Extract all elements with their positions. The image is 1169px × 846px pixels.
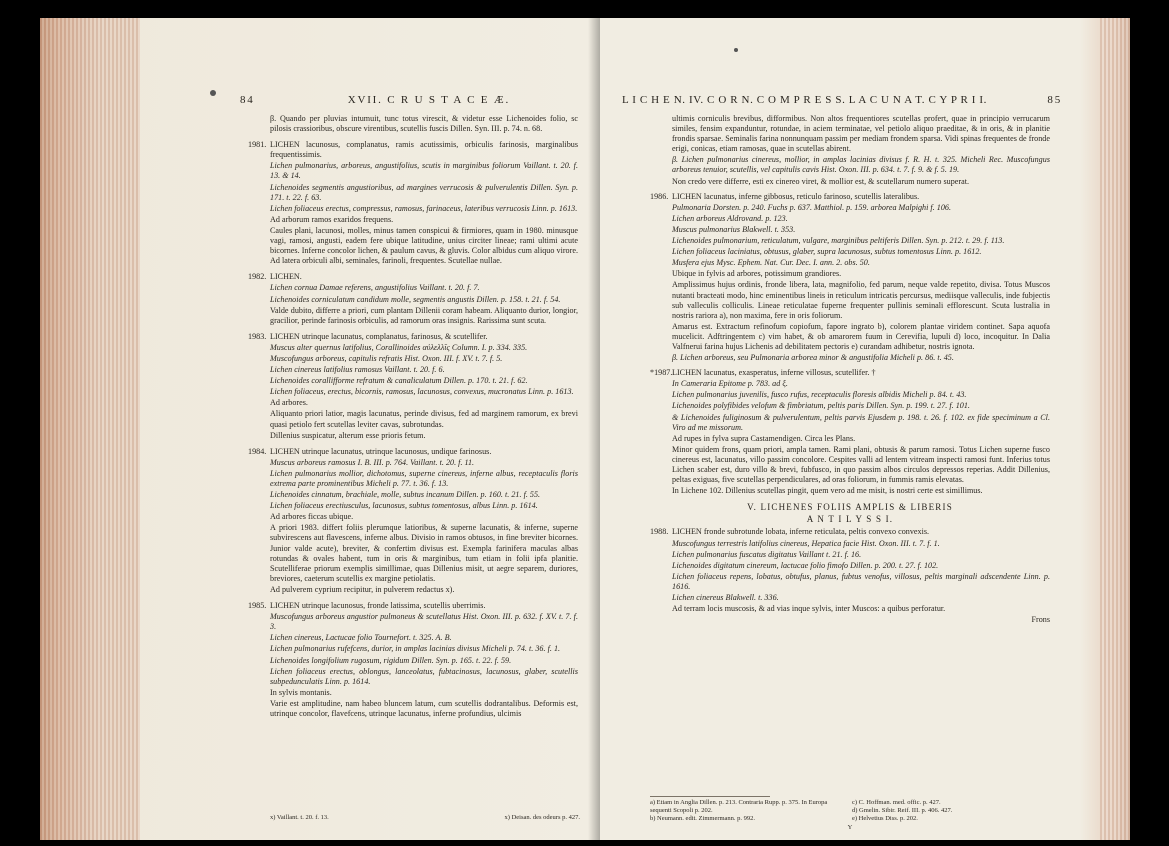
entry-line: Lichen cornua Damae referens, angustifolius Vaillant. t. 20. f. 7. xyxy=(270,283,480,293)
entry-line: Lichenoides cinnatum, brachiale, molle, subtus incanum Dillen. p. 160. t. 21. f. 55. xyxy=(270,490,541,500)
right-column xyxy=(650,114,1050,626)
entry-line: Lichen cinereus Blakwell. t. 336. xyxy=(672,593,779,603)
entry-1986 xyxy=(650,192,1050,364)
variety-paragraph: β. Lichen pulmonarius cinereus, mollior, in amplas lacinias divisus f. R. H. t. 325. Micheli Rec. Muscofungus arboreus tenuior, scutellis, vel capitulis cavis Hist. Oxon. III. p. 634. t. 7. f. 9. & f. 5. 19. xyxy=(672,155,1050,175)
entry-line: Lichenoides corallifforme refratum & canaliculatum Dillen. p. 170. t. 21. f. 62. xyxy=(270,376,528,386)
entry-line: LICHEN utrinque lacunosus, fronde latissima, scutellis uberrimis. xyxy=(270,601,486,611)
entry-line: Lichenoides longifolium rugosum, rigidum Dillen. Syn. p. 165. t. 22. f. 59. xyxy=(270,655,512,665)
entry-number: 1981. xyxy=(248,140,267,150)
entry-line: LICHEN fronde subrotunde lobata, inferne reticulata, peltis convexo convexis. xyxy=(672,527,930,537)
entry-line: Lichen cinereus, Lactucae folio Tournefort. t. 325. A. B. xyxy=(270,633,452,643)
entry-1985 xyxy=(248,601,578,719)
entry-line: Muscofungus arboreus, capitulis refratis Hist. Oxon. III. f. XV. t. 7. f. 5. xyxy=(270,353,503,363)
entry-line: Varie est amplitudine, nam habeo bluncem latum, cum scutellis dodrantalibus. Deformis est, utrinque concolor, flavefcens, utrinque lacunatus, inferne profundius, ulcimis xyxy=(270,698,578,718)
signature-mark: Y xyxy=(847,824,853,831)
continuation-paragraph: ultimis corniculis brevibus, difformibus. Non altos frequentiores scutellas profert, quae in principio verrucarum similes, fensim expanduntur, rotundae, in aciem terminatae, vel petiolo aliquo praeditae, & in oris, & in planitie frondis sparsae. Seminalis farina nonnunquam passim per mediam frondem sparsa. Vidi spinas frequentes de fronde erigi, conicas, etiam ramosas, quae in scutellas abirent. xyxy=(672,114,1050,154)
entry-line: Lichen foliaceus erectiusculus, lacunosus, subtus tomentosus, albus Linn. p. 1614. xyxy=(270,501,538,511)
entry-line: Lichenoides segmentis angustioribus, ad margines verrucosis & pulverulentis Dillen. Syn. p. 171. t. 22. f. 63. xyxy=(270,182,578,202)
left-column xyxy=(248,114,578,720)
ink-spot xyxy=(734,48,738,52)
entry-line: Muscus pulmonarius Blakwell. t. 353. xyxy=(672,224,796,234)
left-running-head xyxy=(240,94,580,106)
entry-line: LICHEN. xyxy=(270,272,302,282)
entry-line: Aliquanto priori latior, magis lacunatus, perinde divisus, fed ad marginem ramorum, ex brevi quasi petiolo fert scutellas leviter cavas, subrotundas. xyxy=(270,409,578,429)
entry-line: LICHEN lacunosus, complanatus, ramis acutissimis, orbiculis farinosis, marginalibus frequentissimis. xyxy=(270,140,578,160)
entry-line: In sylvis montanis. xyxy=(270,687,332,697)
entry-line: Lichen pulmonarius, arboreus, angustifolius, scutis in marginibus foliorum Vaillant. t. 20. f. 13. & 14. xyxy=(270,161,578,181)
entry-number: 1984. xyxy=(248,446,267,456)
left-head-title: XVII. C R U S T A C E Æ. xyxy=(347,94,510,106)
entry-line: Amplissimus hujus ordinis, fronde libera, lata, magnifolio, fed parum, neque valde repetito, divisa. Totus Muscos nutanti bracteati modo, hinc eminentibus lineis in reticulum intricatis percursus, mediisque valleculis, inde fubjectis sub valleculis colliculis. Lineae reticulatae fuperne frequenter pullinis seminali efflorescunt. Scuta lustralia in nostris rariora a), non maxima, fere in oris foliorum. xyxy=(672,280,1050,320)
entry-line: Muscus arboreus ramosus I. B. III. p. 764. Vaillant. t. 20. f. 11. xyxy=(270,457,475,467)
entry-line: Caules plani, lacunosi, molles, minus tamen conspicui & firmiores, quam in 1980. minusque vagi, ramosi, angusti, eadem fere ubique latitudine, unius circiter lineae; rami ultimi acute bicornes. Inferne concolor lichen, & paulum cavus, & gluvis. Color albidus cum aliquo virore. Ad latera orbiculi albi, seminales, farinoli, frequentes. Scutellae nullae. xyxy=(270,225,578,266)
entry-line: Minor quidem frons, quam priori, ampla tamen. Rami plani, obtusis & parum ramosi. Totus Lichen superne fusco cinereus est, lacunatus, villo passim concolore. Cespites valli ad lentem vitream inspecti ramosi funt. Inferius totus Lichen scaber est, duro villo & brevi, fubfusco, in quo passim albos circulos depressos reperias. Addit Dillenius, peltas exiguas, five scutellas perpendiculares, ad oras foliorum, in fummis ramis elevatas. xyxy=(672,444,1050,485)
entry-line: Lichen foliaceus erectus, oblongus, lanceolatus, fubtacinosus, lacunosus, glaber, scutellis subpedunculatis Linn. p. 1614. xyxy=(270,666,578,686)
entry-line: Lichen foliaceus, erectus, bicornis, ramosus, lacunosus, convexus, mucronatus Linn. p. 1613. xyxy=(270,387,574,397)
entry-line: Lichenoides corniculatum candidum molle, segmentis angustis Dillen. p. 158. t. 21. f. 54. xyxy=(270,294,561,304)
entry-line: Ad arbores. xyxy=(270,398,308,408)
entry-line: Amarus est. Extractum refinofum copiofum, fapore ingrato b), colorem plantae viridem continet. Sapa aquofa mucelicit. Adftringentem c) vim habet, & ob amarorem fuum in Cerevifia, lupuli d) loco, incoquitur. In Dalia Valfnerui farina hujus Lichenis ad debilitatem pectoris e) curandam adhibetur, nostris ignota. xyxy=(672,321,1050,351)
entry-line: Dillenius suspicatur, alterum esse prioris fetum. xyxy=(270,430,426,440)
section-subtitle: A N T I L Y S S I. xyxy=(806,514,894,525)
entry-line: Lichen foliaceus laciniatus, obtusus, glaber, supra lacunosus, subtus tomentosus Linn. p. 1612. xyxy=(672,247,982,257)
entry-line: β. Lichen arboreus, seu Pulmonaria arborea minor & angustifolia Micheli p. 86. t. 45. xyxy=(672,353,954,363)
footnote: b) Neumann. edit. Zimmermann. p. 992. xyxy=(650,815,756,822)
entry-line: Muscofungus arboreus angustior pulmoneus & scutellatus Hist. Oxon. III. p. 632. f. XV. t. 7. f. 3. xyxy=(270,612,578,632)
intro-paragraph: β. Quando per pluvias intumuit, tunc totus virescit, & videtur esse Lichenoides folio, sc pilosis crassioribus, obscure virentibus, scutellis fuscis Dillen. Syn. III. p. 74. n. 68. xyxy=(270,114,578,134)
entry-line: & Lichenoides fuliginosum & pulverulentum, peltis parvis Ejusdem p. 198. t. 26. f. 102. ex fide speciminum a Cl. Viro ad me missorum. xyxy=(672,412,1050,432)
footnote: x) Deisan. des odeurs p. 427. xyxy=(504,814,580,821)
entry-1987 xyxy=(650,368,1050,496)
entry-line: Lichen pulmonarius mollior, dichotomus, superne cinereus, inferne albus, receptaculis floris extrema parte prominentibus Micheli p. 77. t. 36. f. 13. xyxy=(270,468,578,488)
entry-line: Ubique in fylvis ad arbores, potissimum grandiores. xyxy=(672,269,842,279)
page-edges-right xyxy=(1100,18,1130,840)
entry-line: Lichenoides digitatum cinereum, lactucae folio fimofo Dillen. p. 200. t. 27. f. 102. xyxy=(672,560,939,570)
entry-line: Ad arborum ramos exaridos frequens. xyxy=(270,214,394,224)
footnote: e) Helvetius Diss. p. 202. xyxy=(852,815,918,822)
entry-line: Lichen foliaceus erectus, compressus, ramosus, farinaceus, lateribus verrucosis Linn. p. 1613. xyxy=(270,203,578,213)
entry-line: LICHEN utrinque lacunatus, complanatus, farinosus, & scutellifer. xyxy=(270,331,488,341)
entry-line: Valde dubito, differre a priori, cum plantam Dillenii coram habeam. Aliquanto durior, longior, gracilior, perinde farinosis orbiculis, ad ramorum oras insignis. Rarissima sunt scuta. xyxy=(270,305,578,325)
footnote: x) Vaillant. t. 20. f. 13. xyxy=(270,814,329,821)
entry-line: Pulmonaria Dorsten. p. 240. Fuchs p. 637. Matthiol. p. 159. arborea Malpighi f. 106. xyxy=(672,202,952,212)
entry-line: A priori 1983. differt foliis plerumque latioribus, & superne lacunatis, & inferne, superne subvirescens aut flavescens, inferne albus. Divisio in ramos obtusos, in fine breviter bicornes. Junior valde acute), breviter, & confertim divisus est. Exempla farinifera maculas albas rotundas & ovales habent, tum in oris & marginibus, tum etiam in folii ipfa planitie. Scutelliferae priorum exemplis simillimae, quas Dillenius misit, ut aegre separem, duriores, breviores, caeterum scutellis ex margine petiolatis. xyxy=(270,523,578,583)
entry-line: Lichen cinereus latifolius ramosus Vaillant. t. 20. f. 6. xyxy=(270,365,445,375)
section-title: V. LICHENES FOLIIS AMPLIS & LIBERIS xyxy=(747,502,953,513)
right-footnotes xyxy=(650,796,1050,832)
entry-number: 1988. xyxy=(650,527,669,537)
entry-line: Ad rupes in fylva supra Castamendigen. Circa les Plans. xyxy=(672,433,856,443)
entry-line: Musfera ejus Mysc. Ephem. Nat. Cur. Dec. I. ann. 2. obs. 50. xyxy=(672,258,870,268)
right-page-number: 85 xyxy=(1047,94,1062,106)
entry-1982 xyxy=(248,272,578,325)
entry-line: LICHEN lacunatus, inferne gibbosus, reticulo farinoso, scutellis lateralibus. xyxy=(672,191,920,201)
open-book xyxy=(40,18,1130,840)
left-page xyxy=(40,18,600,840)
entry-line: Lichen pulmonarius juvenilis, fusco rufus, receptaculis floresis albidis Micheli p. 84. t. 43. xyxy=(672,390,967,400)
entry-line: Muscus alter quernus latifolius, Corallinoides αὐλελλῖς Column. I. p. 334. 335. xyxy=(270,342,528,352)
footnote: c) C. Hoffman. med. offic. p. 427. xyxy=(852,799,941,806)
entry-line: Lichenoides polyfibides velofum & fimbriatum, peltis paris Dillen. Syn. p. 199. t. 27. f. 101. xyxy=(672,401,970,411)
entry-line: In Lichene 102. Dillenius scutellas pingit, quem vero ad me misit, is nostri certe est simillimus. xyxy=(672,486,983,496)
footnote-rule xyxy=(650,796,770,797)
entry-line: In Cameraria Epitome p. 783. ad ξ. xyxy=(672,379,788,389)
entry-line: Lichen foliaceus repens, lobatus, obtufus, planus, fubtus venofus, villosus, peltis marginali adscendente Linn. p. 1616. xyxy=(672,571,1050,591)
entry-line: Lichen arboreus Aldrovand. p. 123. xyxy=(672,213,788,223)
entry-line: Lichen pulmonarius rufefcens, durior, in amplas lacinias divisus Micheli p. 74. t. 36. f. 1. xyxy=(270,644,561,654)
right-running-head xyxy=(622,94,1062,106)
entry-1983 xyxy=(248,332,578,441)
catchword: Frons xyxy=(1031,615,1050,625)
entry-number: *1987. xyxy=(650,368,673,378)
note-paragraph: Non credo vere differre, esti ex cinereo viret, & mollior est, & scutellarum numero superat. xyxy=(672,176,970,186)
entry-line: Muscofungus terrestris latifolius cinereus, Hepatica facie Hist. Oxon. III. t. 7. f. 1. xyxy=(672,538,940,548)
ink-spot xyxy=(210,90,216,96)
right-page xyxy=(600,18,1130,840)
footnote: a) Etiam in Anglia Dillen. p. 213. Contraria Rupp. p. 375. In Europa sequenti Scopoli p. 202. xyxy=(650,799,828,814)
entry-line: LICHEN utrinque lacunatus, utrinque lacunosus, undique farinosus. xyxy=(270,446,492,456)
entry-number: 1982. xyxy=(248,272,267,282)
footnote: d) Gmelin. Sibir. Reif. III. p. 406. 427. xyxy=(852,807,953,814)
page-edges-left xyxy=(40,18,140,840)
entry-line: Lichen pulmonarius fuscatus digitatus Vaillant t. 21. f. 16. xyxy=(672,549,862,559)
entry-line: Ad arbores ficcas ubique. xyxy=(270,512,354,522)
entry-number: 1983. xyxy=(248,331,267,341)
entry-1981 xyxy=(248,140,578,266)
entry-number: 1985. xyxy=(248,601,267,611)
entry-line: Lichenoides pulmonarium, reticulatum, vulgare, marginibus peltiferis Dillen. Syn. p. 212. t. 29. f. 113. xyxy=(672,236,1005,246)
entry-line: Ad pulverem cyprium recipitur, in pulverem redactus x). xyxy=(270,584,455,594)
left-footnotes xyxy=(270,814,580,822)
entry-line: Ad terram locis muscosis, & ad vias inque sylvis, inter Muscos: a quibus perforatur. xyxy=(672,604,946,614)
entry-line: LICHEN lacunatus, exasperatus, inferne villosus, scutellifer. † xyxy=(672,368,876,378)
right-head-title: L I C H E N. IV. C O R N. C O M P R E S S. L A C U N A T. C Y P R I I. xyxy=(622,94,988,106)
left-page-number: 84 xyxy=(240,94,255,106)
entry-number: 1986. xyxy=(650,191,669,201)
entry-1984 xyxy=(248,447,578,595)
entry-1988 xyxy=(650,527,1050,614)
